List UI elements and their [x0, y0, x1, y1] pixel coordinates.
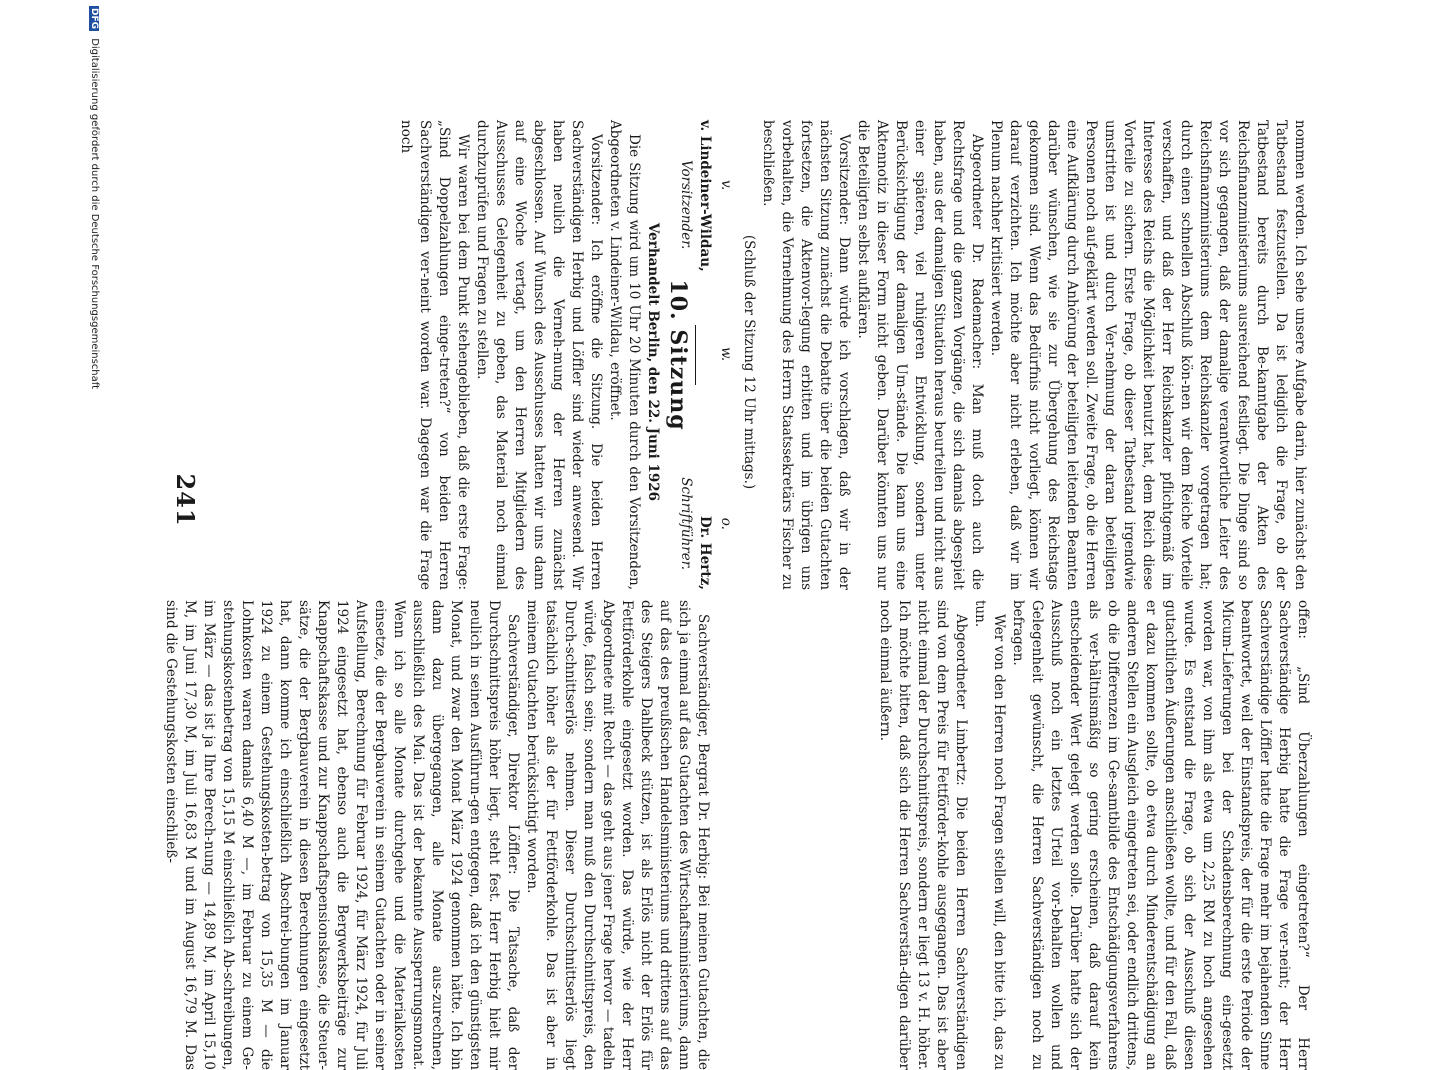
session-subtitle: Verhandelt Berlin, den 22. Juni 1926: [645, 222, 661, 502]
dfg-logo: DFG: [89, 8, 99, 30]
session-title: 10. Sitzung: [665, 279, 691, 431]
paragraph: Vorsitzender: Dann würde ich vorschlagen, daß wir in der nächsten Sitzung zunächst die Debatte über die beiden Gutachten fortsetzen, die Aktenvor-legung erbitten und im übrigen uns vorbehalten, die Vernehmung des Herrn Staatssekretärs Fischer zu beschließen.: [760, 120, 852, 590]
signature-left-role: Vorsitzender.: [678, 160, 694, 250]
signature-vwo: [716, 120, 739, 590]
paragraph: Abgeordneter Dr. Rademacher: Man muß doch auch die Rechtsfrage und die ganzen Vorgänge, die sich damals abgespielt haben, aus der damaligen Situation heraus beurteilen und nicht aus einer späteren, viel ruhigeren Entwicklung, sondern unter Berücksichtigung der damaligen Um-stände. Die kann uns eine Aktennotiz in dieser Form nicht geben. Darüber könnten uns nur die Beteiligten selbst aufklären.: [855, 120, 985, 590]
column-bottom-right: [112, 600, 712, 1070]
column-top-right: [712, 600, 1312, 1070]
paragraph: nommen werden. Ich sehe unsere Aufgabe darin, hier zunächst den Tatbestand festzustellen. Da ist lediglich die Frage, ob der Tatbestand bereits durch Be-kanntgabe der Akten des Reichsfinanzministeriums ausreichend festliegt. Die Dinge sind so vor sich gegangen, daß der damalige verantwortliche Leiter des Reichsfinanzministeriums dem Reichskanzler vorgetragen hat; durch einen schnellen Abschluß kön-nen wir dem Reiche Vorteile verschaffen, und daß der Herr Reichskanzler pflichtgemäß im Interesse des Reichs die Möglichkeit benutzt hat, dem Reich diese Vorteile zu sichern. Erste Frage, ob dieser Tatbestand irgendwie umstritten ist und durch Ver-nehmung der daran beteiligten Personen noch auf-geklärt werden soll. Zweite Frage, ob die Herren eine Aufklärung durch Anhörung der beteiligten leitenden Beamten darüber wünschen, wie sie zur Übergehung des Reichstags gekommen sind. Wenn das Bedürfnis nicht vorliegt, können wir darauf verzichten. Ich möchte aber nicht erleben, daß wir im Plenum nachher kritisiert werden.: [988, 120, 1308, 590]
footer-text: Digitalisierung gefördert durch die Deutsche Forschungsgemeinschaft: [89, 38, 100, 390]
closing-note: (Schluß der Sitzung 12 Uhr mittags.): [741, 234, 757, 490]
signature-right-role: Schriftführer.: [678, 477, 694, 570]
paragraph: Die Sitzung wird um 10 Uhr 20 Minuten durch den Vorsitzenden, Abgeordneten v. Lindeiner-Wildau, eröffnet.: [607, 120, 642, 590]
column-bottom-left: [112, 120, 712, 590]
paragraph: Wer von den Herren noch Fragen stellen will, den bitte ich, das zu tun.: [972, 600, 1007, 1070]
signature-right-name: Dr. Hertz,: [697, 515, 713, 590]
digitization-footer: [89, 0, 100, 1000]
paragraph: Abgeordneter Limbertz: Die beiden Herren Sachverständigen sind von dem Preis für Fettförder-kohle ausgegangen. Das ist aber nicht einmal der Durchschnittspreis, sondern er liegt 13 v. H. höher. Ich möchte bitten, daß sich die Herren Sachverstän-digen darüber noch einmal äußern.: [877, 600, 969, 1070]
vwo-o: o.: [718, 517, 734, 530]
page-number: 241: [171, 473, 200, 527]
paragraph: offen: „Sind Überzahlungen eingetreten?“ Der Herr Sachverständige Herbig hatte die Frage ver-neint; der Herr Sachverständige Löffler hatte die Frage mehr im bejahenden Sinne beantwortet, weil der Einstandspreis, der für die erste Periode der Micum-Lieferungen bei der Schadensberechnung ein-gesetzt worden war, von ihm als etwa um 2,25 RM zu hoch angesehen wurde. Es entstand die Frage, ob sich der Ausschuß diesen gutachtlichen Äußerungen anschließen wollte, und für den Fall, daß er dazu kommen sollte, ob etwa durch Minderentschädigung an anderen Stellen ein Ausgleich eingetreten sei, oder endlich drittens, ob die Differenzen im Ge-samtbilde des Entschädigungsverfahrens als ver-hältnismäßig so gering erscheinen, daß darauf kein entscheidender Wert gelegt werden solle. Darüber hatte sich der Ausschuß noch ein letztes Urteil vor-behalten wollen und Gelegenheit gewünscht, die Herren Sachverständigen noch zu befragen.: [1010, 600, 1311, 1070]
vwo-w: w.: [718, 346, 734, 362]
paragraph: Sachverständiger, Direktor Löffler: Die Tatsache, daß der Durchschnittspreis höher liegt, steht fest. Herr Herbig hielt mir neulich in seinen Ausführun-gen entgegen, daß ich den günstigsten Monat, und zwar den Monat März 1924 genommen hätte. Ich bin dann dazu übergegangen, alle Monate aus-zurechnen, ausschließlich des Mai. Das ist der bekannte Aussperrungsmonat. Wenn ich so alle Monate durchgehe und die Materialkosten einsetze, die der Bergbauverein in seinem Gutachten oder in seiner Aufstellung, Berechnung für Februar 1924, für März 1924, für Juli 1924 eingesetzt hat, ebenso auch die Bergwerksbeiträge zur Knappschaftskasse und zur Knappschaftspensionskasse, die Steuer-sätze, die der Bergbauverein in diesen Berechnungen eingesetzt hat, dann komme ich einschließlich Abschrei-bungen im Januar 1924 zu einem Gestehungskosten-betrag von 15,35 M — die Lohnkosten waren damals 6,40 M —, im Februar zu einem Ge-stehungskostenbetrag von 15,15 M einschließlich Ab-schreibungen, im März — das ist ja Ihre Berech-nung — 14,89 M, im April 15,10 M, im Juni 17,30 M, im Juli 16,83 M und im August 16,79 M. Das sind die Gestehungskosten einschließ-: [163, 600, 521, 1070]
vwo-v: v.: [718, 180, 734, 191]
paragraph: Wir waren bei dem Punkt stehengeblieben, daß die erste Frage: „Sind Doppelzahlungen einge-treten?“ von beiden Herren Sachverständigen ver-neint worden war. Dagegen war die Frage noch: [398, 120, 471, 590]
section-divider: [695, 325, 696, 385]
paragraph: Vorsitzender: Ich eröffne die Sitzung. Die beiden Herren Sachverständigen Herbig und Löffler sind wieder anwesend. Wir haben neulich die Verneh-mung der Herren zunächst abgeschlossen. Auf Wunsch des Ausschusses hatten wir uns dann auf eine Woche vertagt, um den Herren Mitgliedern des Ausschusses Gelegenheit zu geben, das Material noch einmal durchzuprüfen und Fragen zu stellen.: [474, 120, 604, 590]
signature-left-name: v. Lindeiner-Wildau,: [697, 120, 713, 272]
paragraph: Sachverständiger, Bergrat Dr. Herbig: Bei meinen Gutachten, die sich ja einmal auf das Gutachten des Wirtschaftsministeriums, dann auf das des preußischen Handelsministeriums und drittens auf das des Steigers Dahlbeck stützen, ist als Erlös nicht der Erlös für Fettförderkohle eingesetzt worden. Das würde, wie der Herr Abgeordnete mit Recht — das geht aus jener Frage hervor — tadeln würde, falsch sein; sondern man muß den Durchschnittspreis, den Durch-schnittserlös nehmen. Dieser Durchschnittserlös liegt tatsächlich höher als der für Fettförderkohle. Das ist aber in meinem Gutachten berücksichtigt worden.: [524, 600, 711, 1070]
